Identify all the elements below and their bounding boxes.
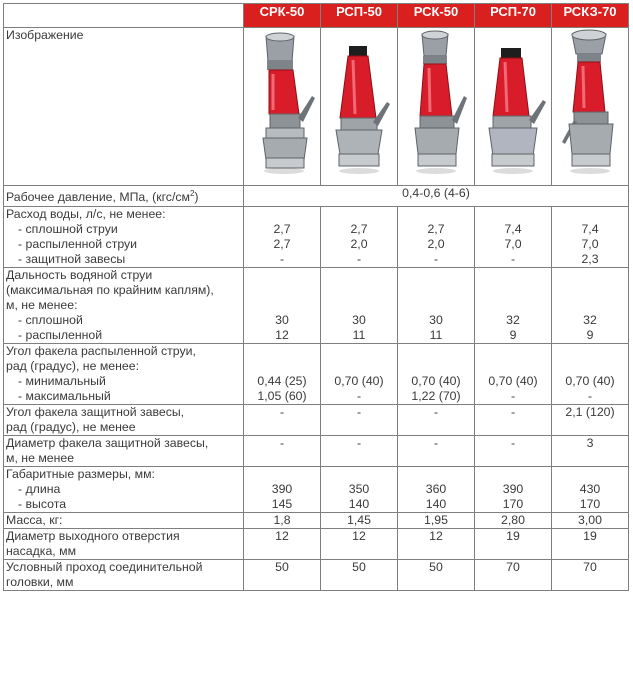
mass-rsp-50: 1,45 <box>321 513 398 529</box>
coupling-row <box>4 560 629 591</box>
curtain-diameter-label: Диаметр факела защитной завесы, м, не менее <box>4 436 244 467</box>
coupling-rsp-70: 70 <box>475 560 552 591</box>
header-rsk-50: РСК-50 <box>398 4 475 28</box>
specs-table <box>3 3 629 591</box>
curtain-angle-rsp-70: - <box>475 405 552 436</box>
spray-angle-values-rskz-70: 0,70 (40) - <box>552 344 629 405</box>
range-row <box>4 268 629 344</box>
curtain-diameter-rsp-50: - <box>321 436 398 467</box>
flow-row <box>4 207 629 268</box>
mass-row <box>4 513 629 529</box>
range-values-rsp-70: 32 9 <box>475 268 552 344</box>
curtain-diameter-rsk-50: - <box>398 436 475 467</box>
outlet-label: Диаметр выходного отверстия насадка, мм <box>4 529 244 560</box>
header-srk-50: СРК-50 <box>244 4 321 28</box>
header-rsp-50: РСП-50 <box>321 4 398 28</box>
curtain-angle-rsk-50: - <box>398 405 475 436</box>
flow-values-rskz-70: 7,4 7,0 2,3 <box>552 207 629 268</box>
coupling-rsk-50: 50 <box>398 560 475 591</box>
dimensions-row <box>4 467 629 513</box>
nozzle-rskz-70-icon <box>554 28 630 178</box>
mass-rskz-70: 3,00 <box>552 513 629 529</box>
outlet-rsp-50: 12 <box>321 529 398 560</box>
range-label: Дальность водяной струи (максимальная по крайним каплям), м, не менее: - сплошной - распыленной <box>4 268 244 344</box>
header-rsp-70: РСП-70 <box>475 4 552 28</box>
image-label: Изображение <box>4 28 244 186</box>
mass-srk-50: 1,8 <box>244 513 321 529</box>
pressure-value: 0,4-0,6 (4-6) <box>244 186 629 207</box>
spray-angle-row <box>4 344 629 405</box>
flow-values-rsp-70: 7,4 7,0 - <box>475 207 552 268</box>
flow-values-srk-50: 2,7 2,7 - <box>244 207 321 268</box>
flow-label: Расход воды, л/с, не менее: - сплошной струи - распыленной струи - защитной завесы <box>4 207 244 268</box>
mass-rsk-50: 1,95 <box>398 513 475 529</box>
mass-label: Масса, кг: <box>4 513 244 529</box>
mass-rsp-70: 2,80 <box>475 513 552 529</box>
curtain-angle-rskz-70: 2,1 (120) <box>552 405 629 436</box>
curtain-angle-rsp-50: - <box>321 405 398 436</box>
pressure-label: Рабочее давление, МПа, $(кгс/см^2)$ <box>4 186 244 207</box>
nozzle-rsp-70-icon <box>477 28 553 178</box>
curtain-diameter-srk-50: - <box>244 436 321 467</box>
flow-values-rsp-50: 2,7 2,0 - <box>321 207 398 268</box>
coupling-rskz-70: 70 <box>552 560 629 591</box>
header-corner <box>4 4 244 28</box>
curtain-diameter-rsp-70: - <box>475 436 552 467</box>
dimensions-label: Габаритные размеры, мм: - длина - высота <box>4 467 244 513</box>
dimensions-values-rsk-50: 360 140 <box>398 467 475 513</box>
flow-values-rsk-50: 2,7 2,0 - <box>398 207 475 268</box>
outlet-row <box>4 529 629 560</box>
curtain-angle-row <box>4 405 629 436</box>
dimensions-values-rsp-50: 350 140 <box>321 467 398 513</box>
pressure-row <box>4 186 629 207</box>
spray-angle-values-rsp-70: 0,70 (40) - <box>475 344 552 405</box>
range-values-srk-50: 30 12 <box>244 268 321 344</box>
spray-angle-values-rsk-50: 0,70 (40) 1,22 (70) <box>398 344 475 405</box>
coupling-rsp-50: 50 <box>321 560 398 591</box>
coupling-label: Условный проход соединительной головки, мм <box>4 560 244 591</box>
curtain-diameter-row <box>4 436 629 467</box>
coupling-srk-50: 50 <box>244 560 321 591</box>
outlet-rsp-70: 19 <box>475 529 552 560</box>
range-values-rskz-70: 32 9 <box>552 268 629 344</box>
nozzle-srk-50-icon <box>246 28 322 178</box>
curtain-diameter-rskz-70: 3 <box>552 436 629 467</box>
header-row <box>4 4 629 28</box>
nozzle-rsk-50-icon <box>400 28 476 178</box>
image-row <box>4 28 629 186</box>
range-values-rsk-50: 30 11 <box>398 268 475 344</box>
outlet-srk-50: 12 <box>244 529 321 560</box>
spray-angle-values-rsp-50: 0,70 (40) - <box>321 344 398 405</box>
curtain-angle-srk-50: - <box>244 405 321 436</box>
spray-angle-label: Угол факела распыленной струи, рад (градус), не менее: - минимальный - максимальный <box>4 344 244 405</box>
header-rskz-70: РСКЗ-70 <box>552 4 629 28</box>
outlet-rskz-70: 19 <box>552 529 629 560</box>
outlet-rsk-50: 12 <box>398 529 475 560</box>
curtain-angle-label: Угол факела защитной завесы, рад (градус), не менее <box>4 405 244 436</box>
dimensions-values-srk-50: 390 145 <box>244 467 321 513</box>
nozzle-rsp-50-icon <box>323 28 399 178</box>
dimensions-values-rskz-70: 430 170 <box>552 467 629 513</box>
range-values-rsp-50: 30 11 <box>321 268 398 344</box>
dimensions-values-rsp-70: 390 170 <box>475 467 552 513</box>
spray-angle-values-srk-50: 0,44 (25) 1,05 (60) <box>244 344 321 405</box>
